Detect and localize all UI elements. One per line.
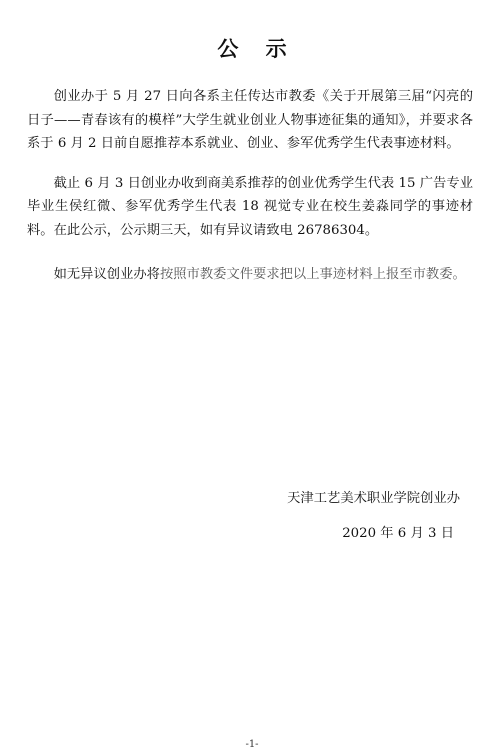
document-body bbox=[27, 85, 473, 302]
paragraph-submission-rest: 按照市教委文件要求把以上事迹材料上报至市教委。 bbox=[159, 266, 466, 282]
paragraph-submission-lead: 如无异议创业办将 bbox=[53, 266, 160, 282]
page-number: -1- bbox=[245, 739, 259, 750]
paragraph-materials-received: 截止 6 月 3 日创业办收到商美系推荐的创业优秀学生代表 15 广告专业毕业生侯红微、参军优秀学生代表 18 视觉专业在校生姜淼同学的事迹材料。在此公示，公示期三天，如有异议请致电 26786304。 bbox=[27, 175, 473, 238]
page-title: 公 示 bbox=[217, 37, 297, 61]
paragraph-notice: 创业办于 5 月 27 日向各系主任传达市教委《关于开展第三届“闪亮的日子——青春该有的模样”大学生就业创业人物事迹征集的通知》，并要求各系于 6 月 2 日前自愿推荐本系就业、创业、参军优秀学生代表事迹材料。 bbox=[27, 89, 473, 152]
signature-date: 2020 年 6 月 3 日 bbox=[342, 526, 454, 541]
signature-office: 天津工艺美术职业学院创业办 bbox=[287, 491, 460, 506]
paragraph-submission bbox=[27, 263, 473, 287]
